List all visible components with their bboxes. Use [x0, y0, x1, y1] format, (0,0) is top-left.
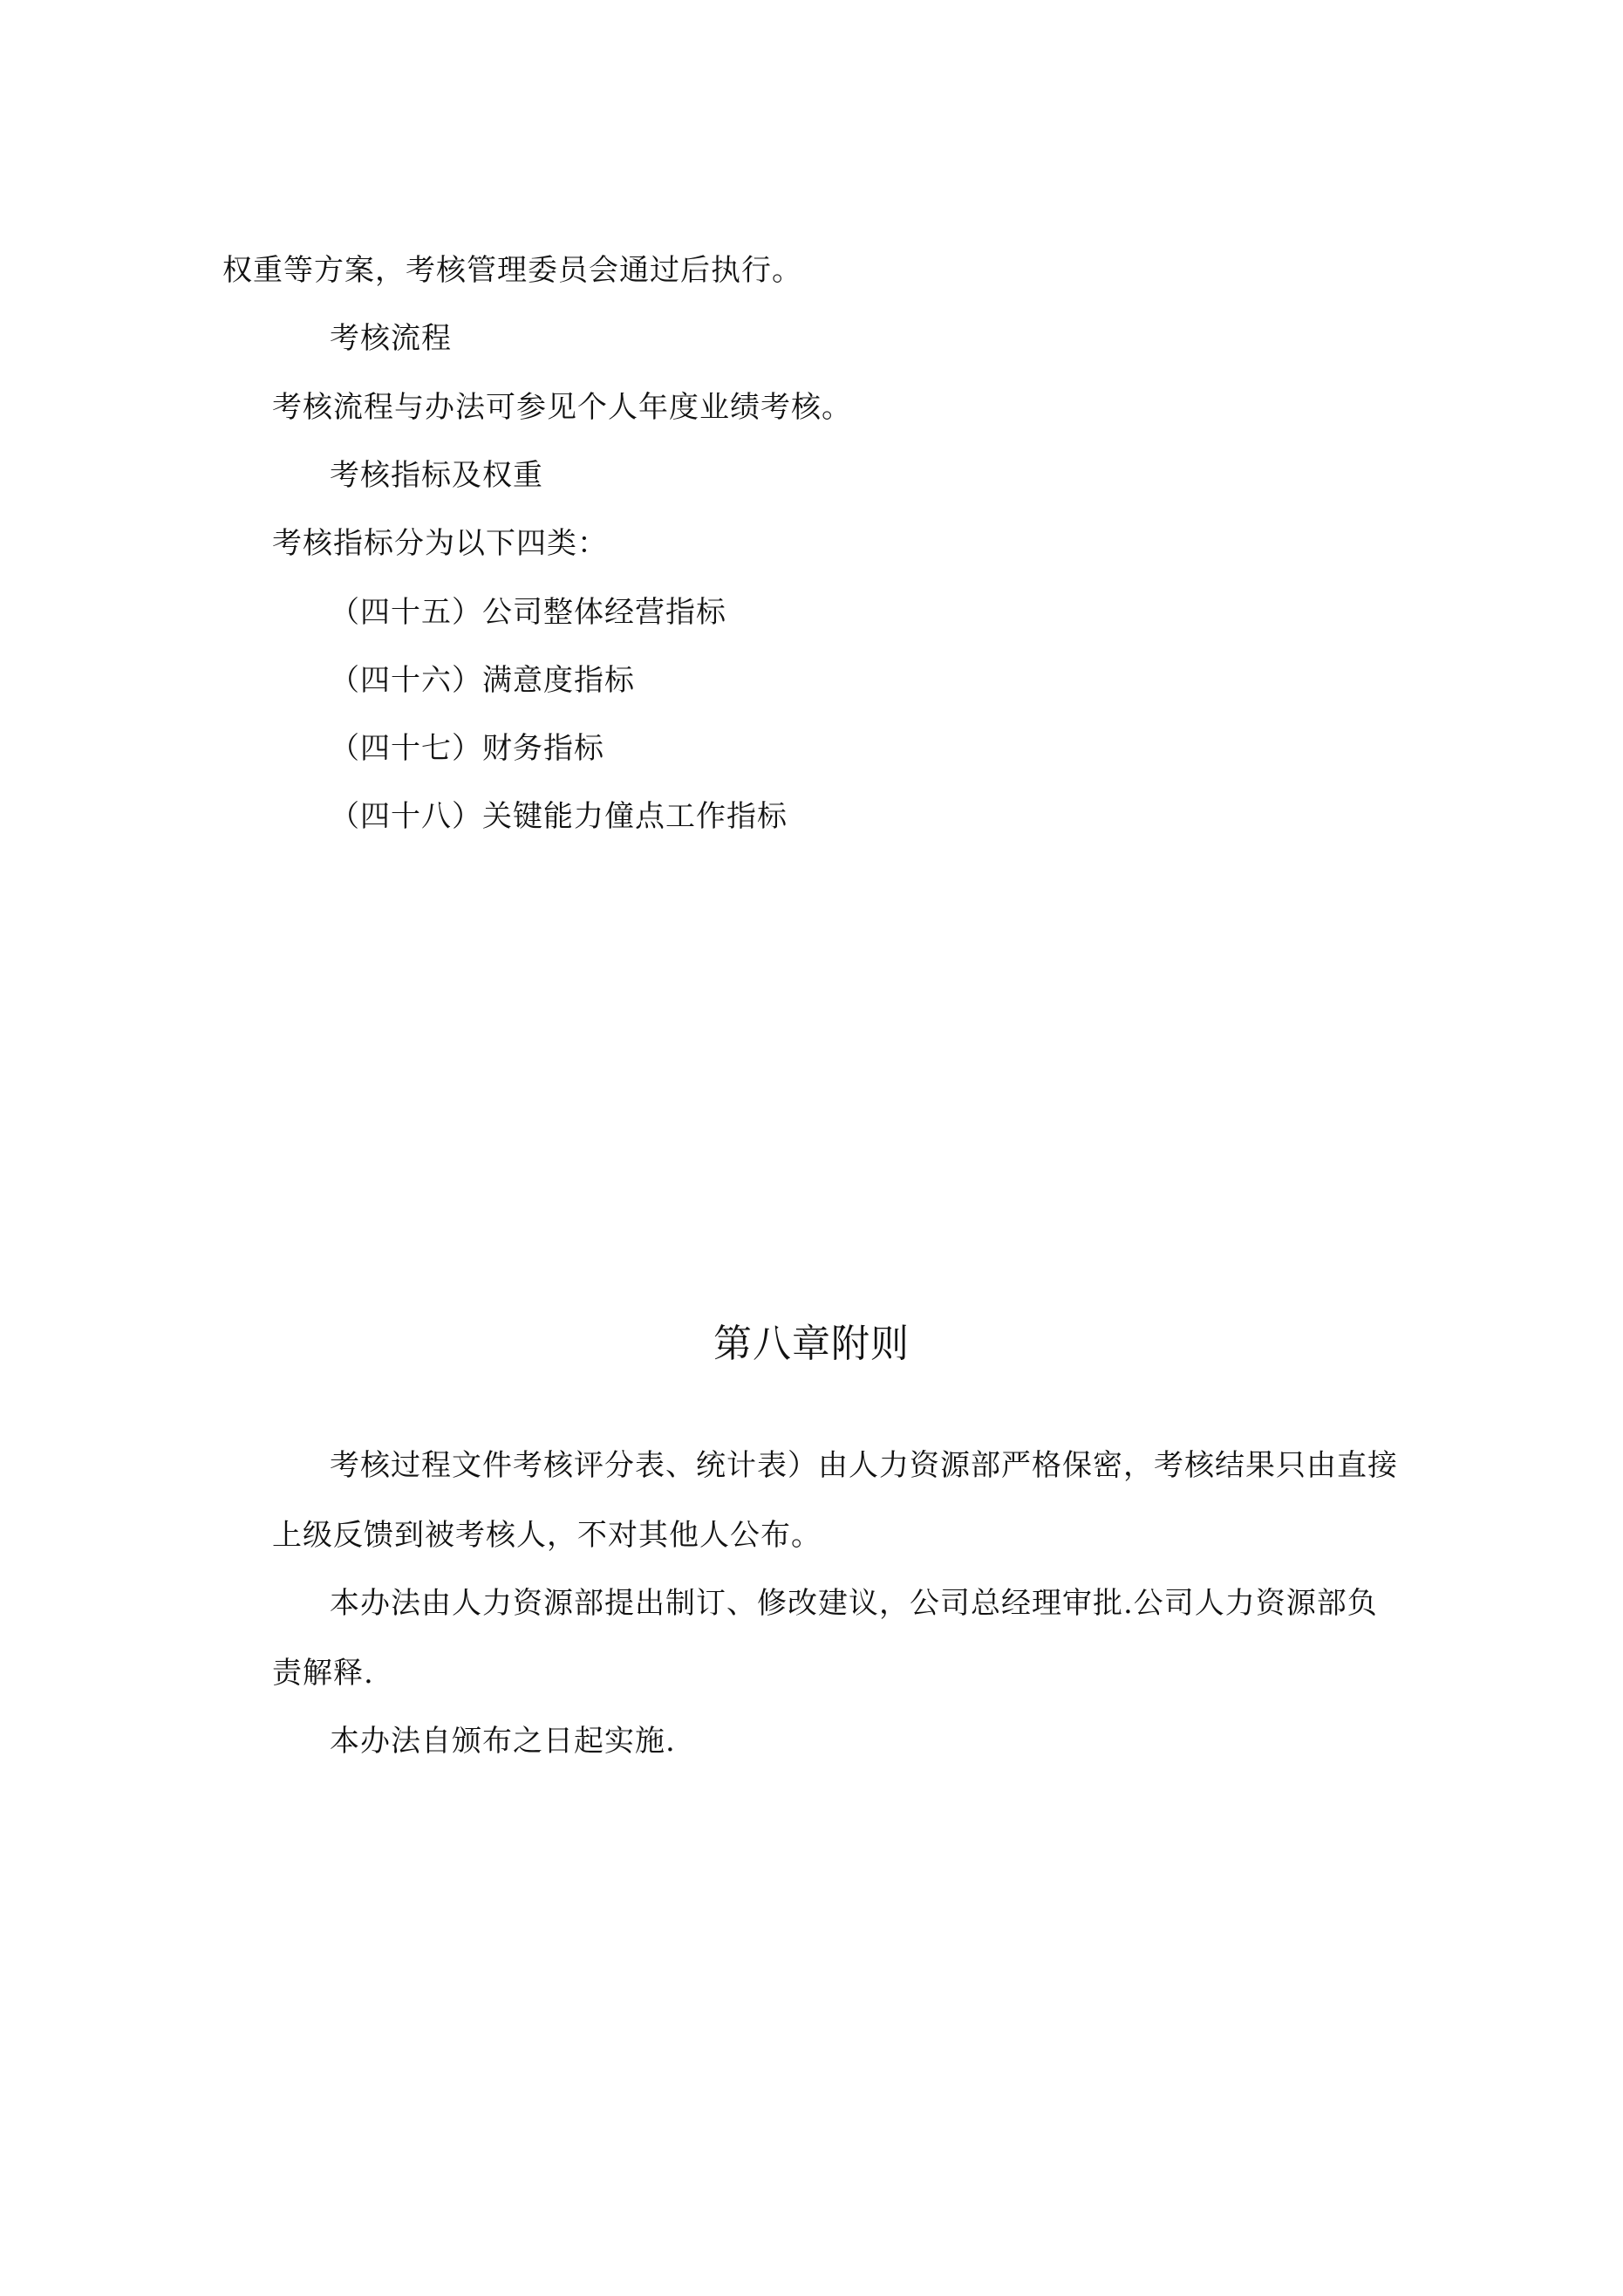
indicator-item: （四十八）关键能力僮点工作指标 — [330, 799, 788, 834]
indicators-intro: 考核指标分为以下四类： — [272, 526, 608, 561]
chapter-title: 第八章附则 — [713, 1322, 910, 1366]
indicator-item: （四十七）财务指标 — [330, 731, 604, 766]
indicators-heading: 考核指标及权重 — [330, 458, 543, 493]
process-heading: 考核流程 — [330, 321, 452, 356]
continuation-text: 权重等方案，考核管理委员会通过后执行。 — [222, 253, 802, 288]
indicator-item: （四十五）公司整体经营指标 — [330, 595, 726, 630]
process-text: 考核流程与办法可参见个人年度业绩考核。 — [272, 390, 852, 425]
para3: 本办法自颁布之日起实施. — [330, 1724, 676, 1759]
indicator-item: （四十六）满意度指标 — [330, 663, 635, 698]
para1-line2: 上级反馈到被考核人，不对其他人公布。 — [272, 1518, 822, 1553]
para2-line2: 责解释. — [272, 1656, 374, 1691]
para1-line1: 考核过程文件考核评分表、统计表）由人力资源部严格保密，考核结果只由直接 — [330, 1448, 1398, 1483]
para2-line1: 本办法由人力资源部提出制订、修改建议，公司总经理审批.公司人力资源部负 — [330, 1586, 1378, 1621]
